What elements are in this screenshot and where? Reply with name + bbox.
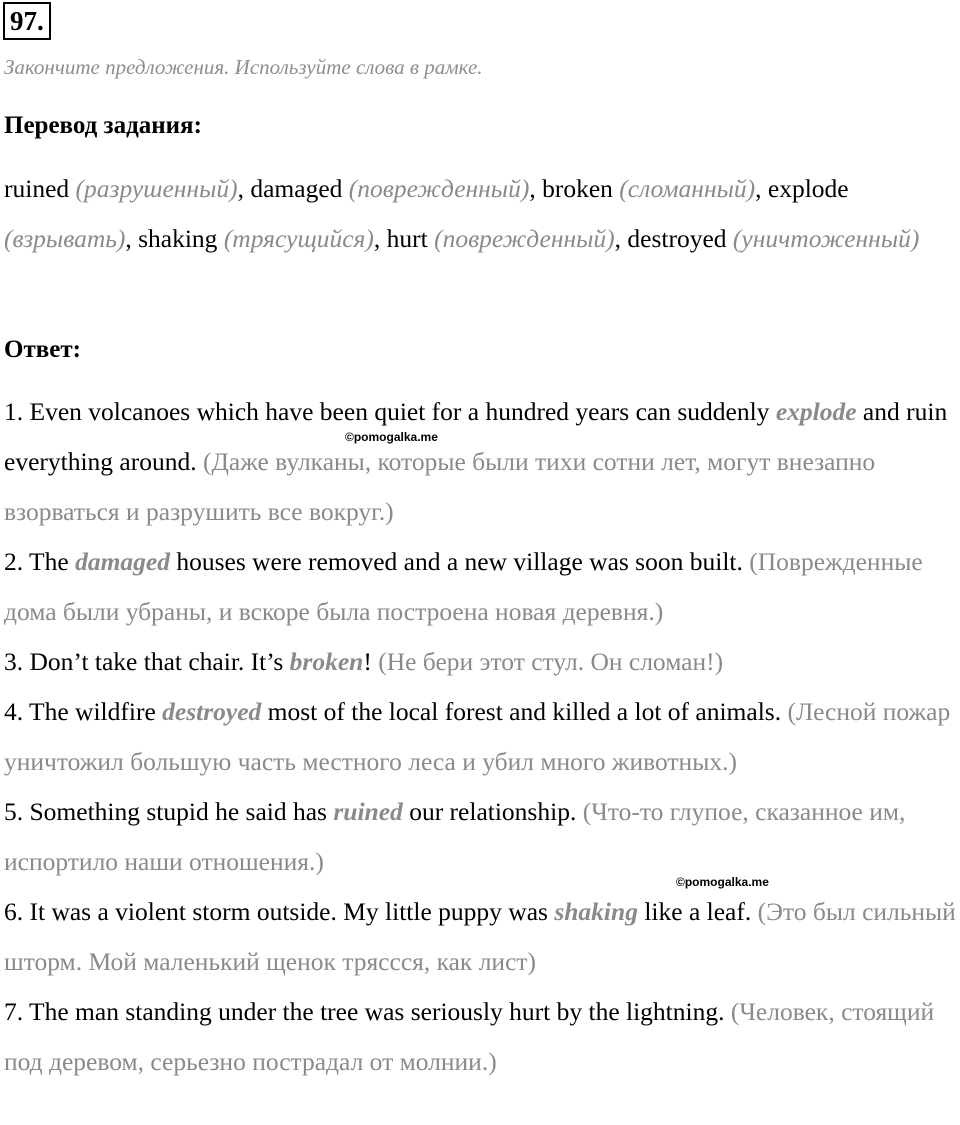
answer-item (4, 637, 960, 687)
answer-list (4, 387, 960, 1087)
answer-word: damaged (75, 547, 170, 576)
word-en: explode (767, 174, 849, 203)
answer-item (4, 537, 960, 637)
word-separator: , (373, 224, 387, 253)
word-en: destroyed (627, 224, 727, 253)
word-separator: , (614, 224, 628, 253)
answer-translation: (Это был сильный шторм. Мой маленький щенок тряссся, как лист) (4, 897, 956, 976)
answer-text: houses were removed and a new village was soon built. (169, 547, 750, 576)
word-separator: , (237, 174, 251, 203)
answer-text: 4. The wildfire (4, 697, 163, 726)
answer-text: 3. Don’t take that chair. It’s (4, 647, 290, 676)
word-ru: (поврежденный) (434, 224, 615, 253)
task-number: 97. (3, 2, 51, 40)
word-en: damaged (250, 174, 343, 203)
answer-word: broken (289, 647, 364, 676)
word-en: shaking (138, 224, 218, 253)
answer-translation: (Что-то глупое, сказанное им, испортило наши отношения.) (4, 797, 906, 876)
watermark: ©pomogalka.me (676, 875, 769, 889)
word-ru: (трясущийся) (223, 224, 374, 253)
answer-text: 7. The man standing under the tree was seriously hurt by the lightning. (4, 997, 731, 1026)
answer-item (4, 887, 960, 987)
answer-word: shaking (554, 897, 638, 926)
translation-heading: Перевод задания: (4, 112, 202, 139)
word-separator: , (125, 224, 139, 253)
word-en: hurt (386, 224, 428, 253)
word-ru: (поврежденный) (348, 174, 530, 203)
word-separator: , (529, 174, 543, 203)
answer-item (4, 787, 960, 887)
answer-translation: (Не бери этот стул. Он сломан!) (378, 647, 724, 676)
answer-item (4, 987, 960, 1087)
word-ru: (сломанный) (619, 174, 756, 203)
answer-item (4, 387, 960, 537)
answer-text: and ruin everything around. (4, 397, 948, 476)
answer-translation: (Поврежденные дома были убраны, и вскоре была построена новая деревня.) (4, 547, 923, 626)
answer-text: our relationship. (402, 797, 583, 826)
word-box-translation (4, 164, 960, 264)
answer-translation: (Даже вулканы, которые были тихи сотни лет, могут внезапно взорваться и разрушить все вокруг.) (4, 447, 876, 526)
word-ru: (разрушенный) (75, 174, 238, 203)
answer-word: explode (775, 397, 857, 426)
answer-item (4, 687, 960, 787)
word-en: ruined (4, 174, 70, 203)
answer-word: destroyed (162, 697, 262, 726)
word-ru: (уничтоженный) (732, 224, 920, 253)
answer-text: ! (363, 647, 379, 676)
answer-text: 6. It was a violent storm outside. My little puppy was (4, 897, 555, 926)
answer-heading: Ответ: (4, 336, 81, 363)
answer-text: 2. The (4, 547, 76, 576)
word-ru: (взрывать) (4, 224, 126, 253)
answer-translation: (Человек, стоящий под деревом, серьезно пострадал от молнии.) (4, 997, 935, 1076)
answer-text: 5. Something stupid he said has (4, 797, 334, 826)
instruction: Закончите предложения. Используйте слова в рамке. (4, 55, 483, 79)
answer-text: 1. Even volcanoes which have been quiet for a hundred years can suddenly (4, 397, 776, 426)
answer-text: most of the local forest and killed a lot of animals. (261, 697, 788, 726)
answer-translation: (Лесной пожар уничтожил большую часть местного леса и убил много животных.) (4, 697, 951, 776)
answer-word: ruined (333, 797, 403, 826)
word-en: broken (542, 174, 613, 203)
word-separator: , (755, 174, 768, 203)
answer-text: like a leaf. (637, 897, 758, 926)
watermark: ©pomogalka.me (345, 430, 438, 444)
